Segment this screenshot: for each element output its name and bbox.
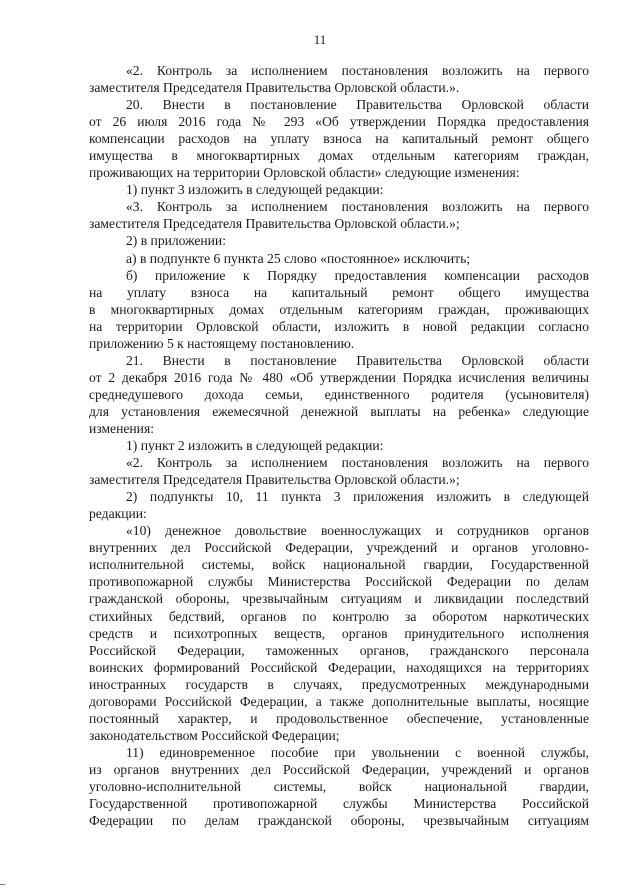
text-line: а) в подпункте 6 пункта 25 слово «постоянное» исключить;	[126, 250, 471, 266]
text-line: уголовно-исполнительной системы, войск национальной гвардии,	[89, 778, 589, 794]
text-line: «10) денежное довольствие военнослужащих и сотрудников органов	[126, 523, 589, 539]
text-line: средств и психотропных веществ, органов принудительного исполнения	[89, 625, 589, 641]
text-line: 21. Внести в постановление Правительства Орловской области	[126, 352, 589, 368]
text-line: «3. Контроль за исполнением постановления возложить на первого	[126, 199, 589, 215]
text-line: в многоквартирных домах отдельным категориям граждан, проживающих	[89, 301, 589, 317]
scan-edge-mark	[0, 884, 5, 885]
text-line: из органов внутренних дел Российской Федерации, учреждений и органов	[89, 761, 589, 777]
text-line: имущества в многоквартирных домах отдельным категориям граждан,	[89, 148, 589, 164]
text-line: воинских формирований Российской Федерации, находящихся на территориях	[89, 659, 589, 675]
text-line: Федерации по делам гражданской обороны, чрезвычайным ситуациям	[89, 813, 589, 829]
text-line: среднедушевого дохода семьи, единственного родителя (усыновителя)	[89, 386, 589, 402]
text-line: от 2 декабря 2016 года № 480 «Об утверждении Порядка исчисления величины	[89, 369, 589, 385]
text-line: заместителя Председателя Правительства Орловской области.»;	[89, 216, 460, 232]
text-line: компенсации расходов на уплату взноса на капитальный ремонт общего	[89, 131, 589, 147]
text-line: договорами Российской Федерации, а также дополнительные выплаты, носящие	[89, 693, 589, 709]
text-line: гражданской обороны, чрезвычайным ситуациям и ликвидации последствий	[89, 591, 589, 607]
text-line: 1) пункт 2 изложить в следующей редакции:	[126, 438, 384, 454]
text-line: 20. Внести в постановление Правительства Орловской области	[126, 97, 589, 113]
text-line: 1) пункт 3 изложить в следующей редакции:	[126, 182, 384, 198]
text-line: б) приложение к Порядку предоставления компенсации расходов	[126, 267, 589, 283]
text-line: «2. Контроль за исполнением постановления возложить на первого	[126, 63, 589, 78]
text-line: внутренних дел Российской Федерации, учреждений и органов уголовно-	[89, 540, 589, 556]
text-line: от 26 июля 2016 года № 293 «Об утверждении Порядка предоставления	[89, 114, 589, 130]
text-line: противопожарной службы Министерства Российской Федерации по делам	[89, 574, 589, 590]
text-line: иностранных государств в случаях, предусмотренных международными	[89, 676, 589, 692]
text-line: на уплату взноса на капитальный ремонт общего имущества	[89, 284, 589, 300]
text-line: стихийных бедствий, органов по контролю за оборотом наркотических	[89, 608, 589, 624]
text-line: 2) подпункты 10, 11 пункта 3 приложения изложить в следующей	[126, 489, 589, 505]
text-line: редакции:	[89, 506, 147, 522]
text-line: законодательством Российской Федерации;	[89, 727, 340, 743]
text-line: заместителя Председателя Правительства Орловской области.».	[89, 80, 460, 96]
text-line: заместителя Председателя Правительства Орловской области.»;	[89, 472, 460, 488]
text-line: исполнительной системы, войск национальной гвардии, Государственной	[89, 557, 589, 573]
page-number: 11	[313, 32, 327, 47]
text-line: 2) в приложении:	[126, 233, 226, 249]
text-line: проживающих на территории Орловской области» следующие изменения:	[89, 165, 520, 181]
text-line: приложению 5 к настоящему постановлению.	[89, 335, 355, 351]
text-line: изменения:	[89, 420, 154, 436]
text-line: постоянный характер, и продовольственное обеспечение, установленные	[89, 710, 589, 726]
text-line: 11) единовременное пособие при увольнении с военной службы,	[126, 744, 589, 760]
text-line: Российской Федерации, таможенных органов, гражданского персонала	[89, 642, 589, 658]
text-line: Государственной противопожарной службы Министерства Российской	[89, 796, 589, 812]
text-line: для установления ежемесячной денежной выплаты на ребенка» следующие	[89, 403, 589, 419]
text-line: «2. Контроль за исполнением постановления возложить на первого	[126, 455, 589, 471]
text-line: на территории Орловской области, изложить в новой редакции согласно	[89, 318, 589, 334]
document-body	[89, 62, 589, 829]
